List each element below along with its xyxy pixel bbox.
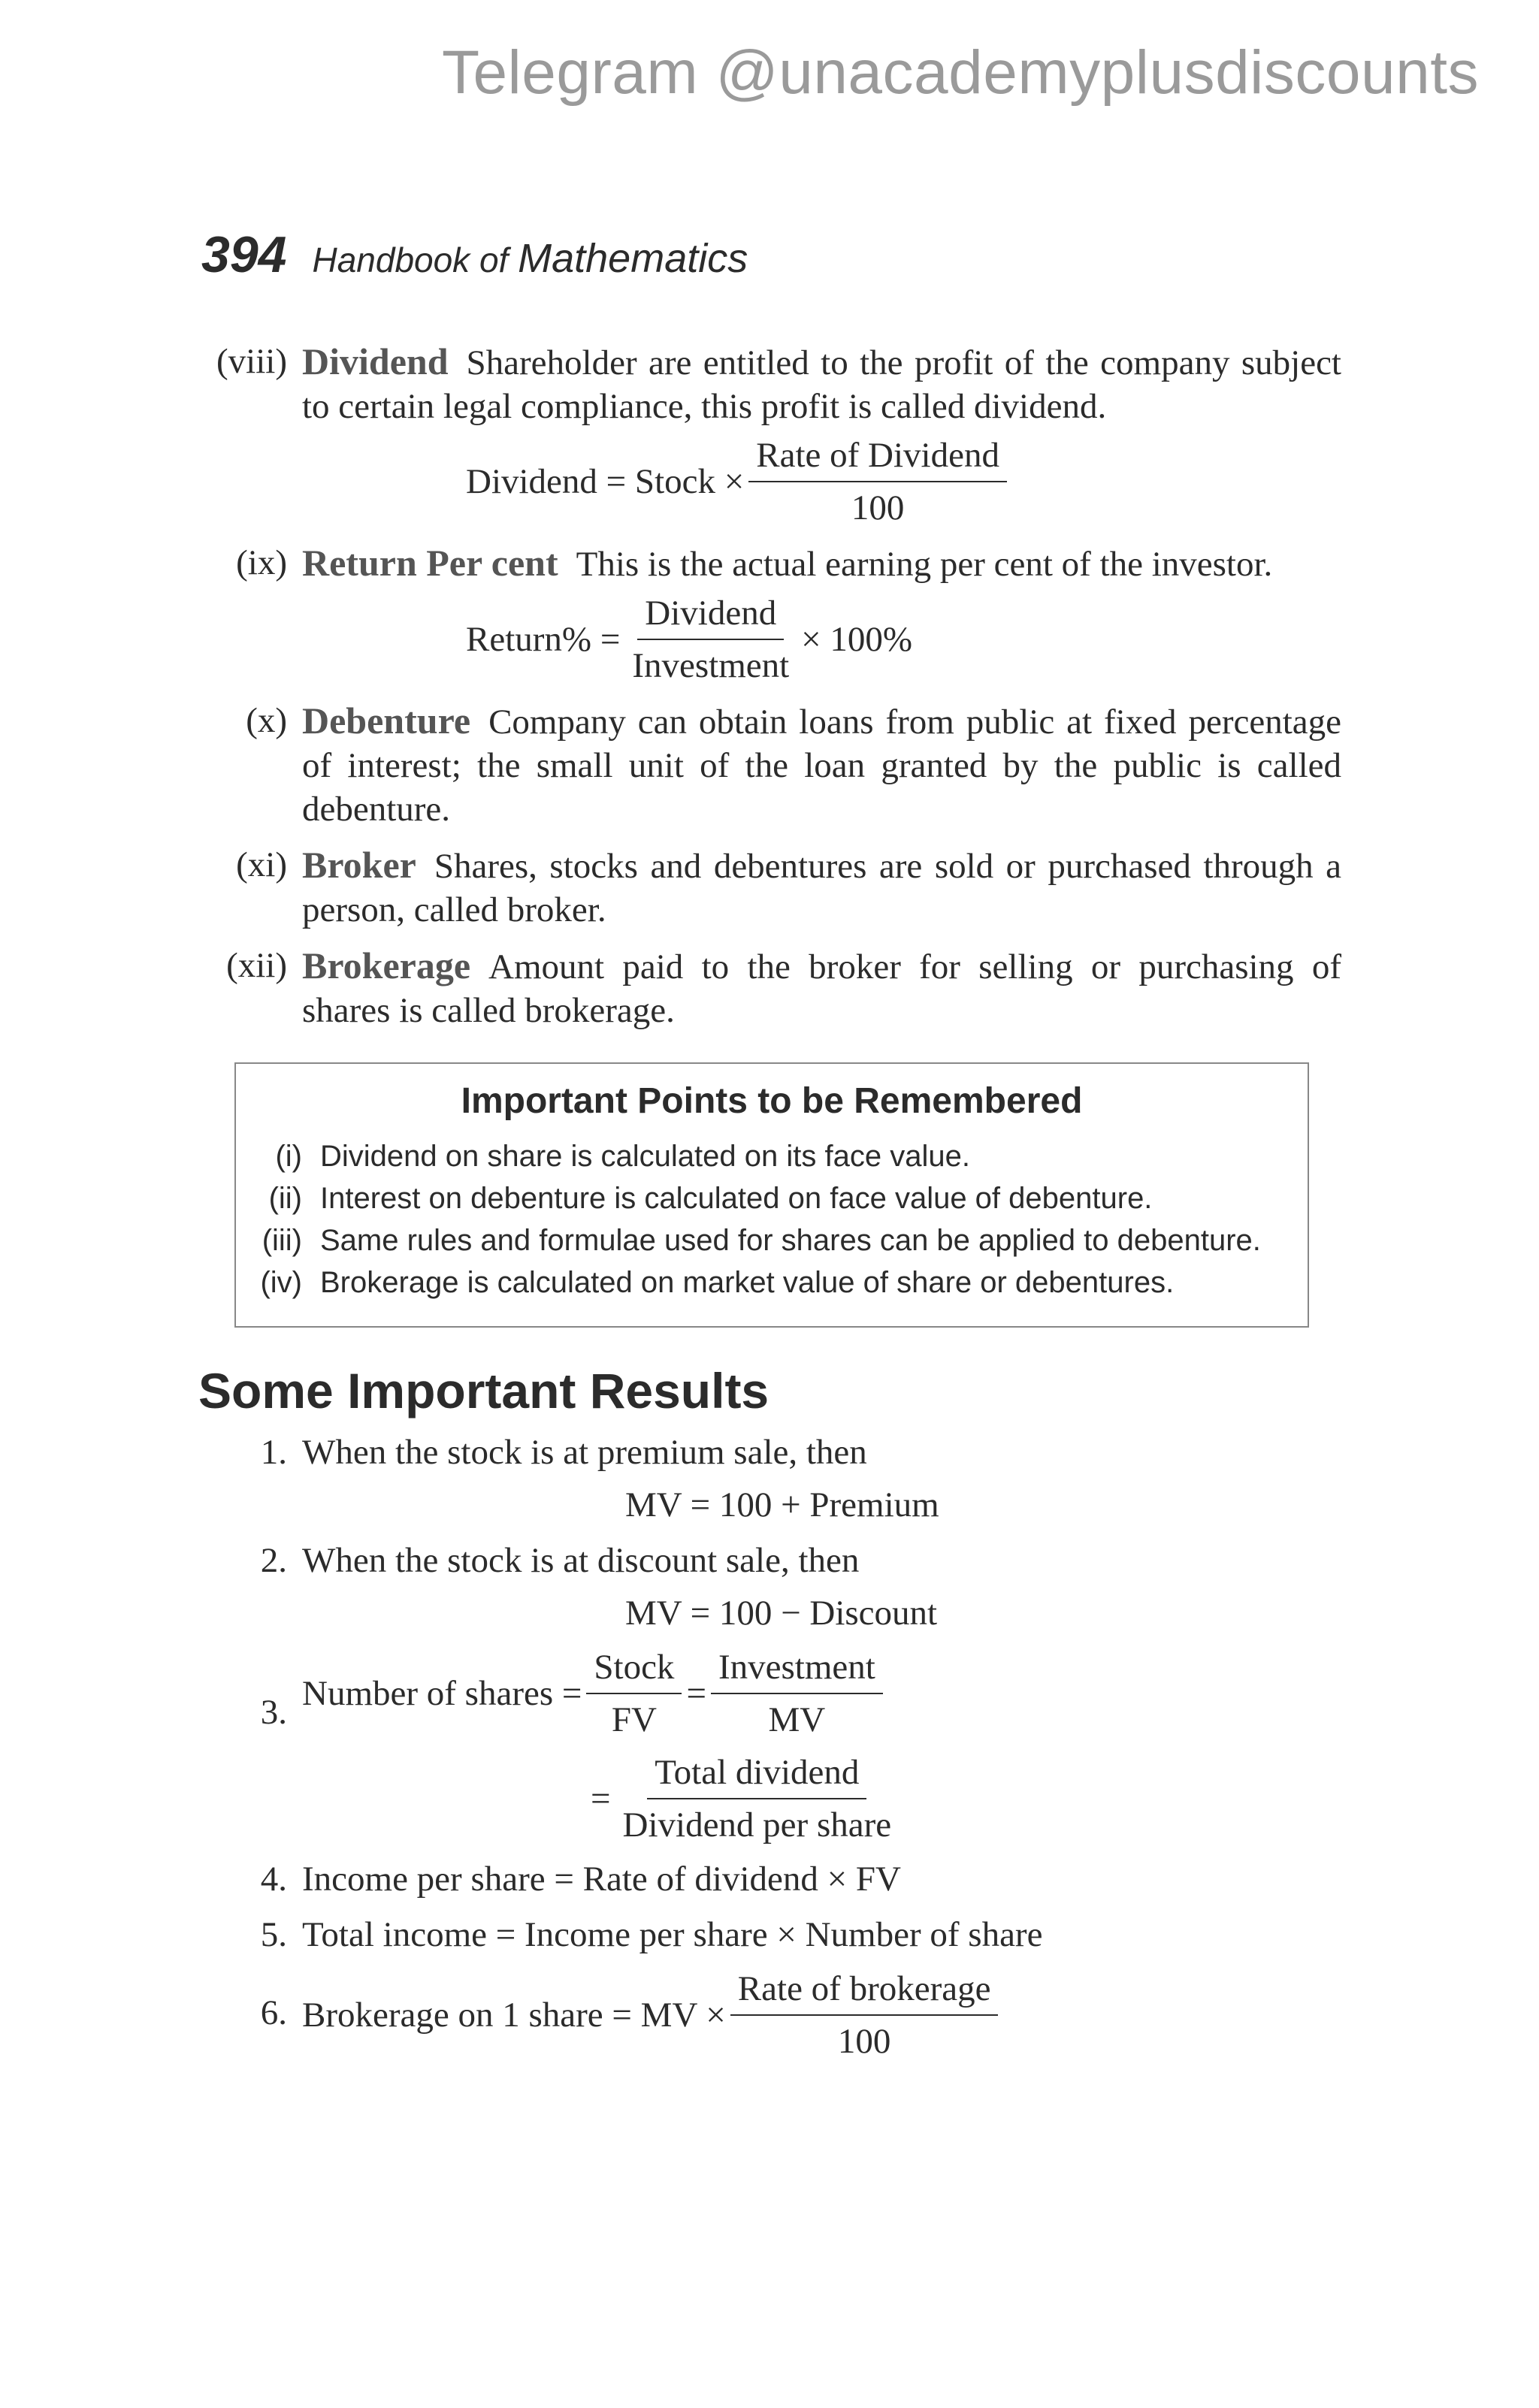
formula-fraction bbox=[624, 592, 797, 687]
fraction-denominator: 100 bbox=[851, 488, 905, 527]
result-item-2 bbox=[203, 1538, 1341, 1636]
running-title-main: Mathematics bbox=[518, 236, 748, 281]
formula-fraction bbox=[730, 1968, 999, 2062]
point-label: (iv) bbox=[260, 1266, 302, 1299]
definition-label: (xii) bbox=[226, 946, 287, 985]
result-item-1 bbox=[203, 1430, 1341, 1527]
number-of-shares-formula-cont bbox=[302, 1751, 1341, 1846]
page-content bbox=[198, 340, 1341, 2073]
result-body bbox=[302, 1430, 1341, 1527]
result-number: 5. bbox=[260, 1915, 287, 1954]
result-item-3 bbox=[203, 1646, 1341, 1846]
fraction-denominator: Dividend per share bbox=[622, 1805, 892, 1845]
definition-term: Debenture bbox=[302, 699, 471, 742]
definition-body bbox=[302, 340, 1341, 529]
important-points-box bbox=[234, 1062, 1309, 1328]
definition-body bbox=[302, 541, 1341, 687]
running-title bbox=[312, 235, 748, 282]
list-item bbox=[236, 1177, 1308, 1219]
list-item bbox=[236, 1135, 1308, 1177]
definition-body bbox=[302, 944, 1341, 1032]
formula-rhs: × 100% bbox=[801, 620, 913, 659]
point-text: Brokerage is calculated on market value of share or debentures. bbox=[320, 1266, 1175, 1299]
result-formula: MV = 100 + Premium bbox=[625, 1485, 939, 1524]
definition-label: (viii) bbox=[216, 342, 287, 381]
result-text: When the stock is at discount sale, then bbox=[302, 1541, 860, 1580]
result-number: 1. bbox=[260, 1433, 287, 1472]
fraction-denominator: FV bbox=[611, 1700, 657, 1739]
definition-label: (xi) bbox=[236, 845, 287, 884]
fraction-numerator: Stock bbox=[586, 1646, 682, 1694]
fraction-denominator: Investment bbox=[632, 646, 790, 685]
result-text: Income per share = Rate of dividend × FV bbox=[302, 1860, 901, 1899]
running-title-prefix: Handbook of bbox=[312, 240, 509, 279]
definition-term: Brokerage bbox=[302, 944, 471, 986]
formula-lhs: Return% = bbox=[466, 620, 621, 659]
fraction-numerator: Investment bbox=[711, 1646, 883, 1694]
formula-lhs: Number of shares = bbox=[302, 1674, 582, 1713]
result-number: 2. bbox=[260, 1541, 287, 1580]
definition-dividend bbox=[203, 340, 1341, 529]
definition-text: Amount paid to the broker for selling or purchasing of shares is called brokerage. bbox=[302, 947, 1341, 1030]
formula-equals: = bbox=[686, 1674, 706, 1713]
point-label: (i) bbox=[275, 1140, 302, 1173]
formula-fraction bbox=[586, 1646, 682, 1741]
page-header bbox=[201, 225, 748, 284]
definition-body bbox=[302, 699, 1341, 831]
point-text: Same rules and formulae used for shares can be applied to debenture. bbox=[320, 1224, 1261, 1257]
result-text: Total income = Income per share × Number of share bbox=[302, 1915, 1043, 1954]
fraction-numerator: Rate of Dividend bbox=[748, 434, 1007, 482]
number-of-shares-formula bbox=[302, 1646, 1341, 1741]
fraction-denominator: 100 bbox=[837, 2022, 891, 2061]
fraction-numerator: Rate of brokerage bbox=[730, 1968, 999, 2016]
result-number: 4. bbox=[260, 1860, 287, 1899]
formula-equals: = bbox=[591, 1779, 611, 1818]
list-item bbox=[236, 1261, 1308, 1304]
definition-body bbox=[302, 843, 1341, 932]
watermark-text: Telegram @unacademyplusdiscounts bbox=[441, 38, 1479, 107]
result-body bbox=[302, 1538, 1341, 1636]
formula-lhs: Dividend = Stock × bbox=[466, 462, 745, 501]
page-number: 394 bbox=[201, 226, 287, 283]
result-formula: MV = 100 − Discount bbox=[625, 1594, 938, 1633]
fraction-denominator: MV bbox=[768, 1700, 826, 1739]
result-item-6 bbox=[203, 1968, 1341, 2062]
section-heading: Some Important Results bbox=[198, 1363, 770, 1419]
definition-term: Return Per cent bbox=[302, 542, 558, 584]
fraction-numerator: Dividend bbox=[637, 592, 784, 640]
formula-fraction bbox=[711, 1646, 883, 1741]
fraction-numerator: Total dividend bbox=[647, 1751, 866, 1799]
definition-debenture bbox=[203, 699, 1341, 831]
definition-text: This is the actual earning per cent of the investor. bbox=[576, 545, 1273, 584]
result-body bbox=[302, 1968, 1341, 2062]
point-label: (iii) bbox=[262, 1224, 302, 1257]
points-box-title: Important Points to be Remembered bbox=[461, 1081, 1083, 1121]
definition-text: Shares, stocks and debentures are sold or purchased through a person, called broker. bbox=[302, 847, 1341, 929]
definition-label: (x) bbox=[246, 701, 287, 740]
definition-label: (ix) bbox=[236, 543, 287, 582]
result-item-4 bbox=[203, 1857, 1341, 1902]
return-formula bbox=[302, 592, 1341, 687]
formula-fraction bbox=[615, 1751, 900, 1846]
point-text: Interest on debenture is calculated on face value of debenture. bbox=[320, 1182, 1153, 1215]
formula-lhs: Brokerage on 1 share = MV × bbox=[302, 1996, 726, 2035]
definition-term: Broker bbox=[302, 844, 416, 886]
definition-text: Shareholder are entitled to the profit of the company subject to certain legal compliance, this profit is called dividend. bbox=[302, 343, 1341, 426]
result-body bbox=[302, 1646, 1341, 1846]
definition-term: Dividend bbox=[302, 340, 449, 382]
result-item-5 bbox=[203, 1912, 1341, 1957]
list-item bbox=[236, 1219, 1308, 1261]
result-text: When the stock is at premium sale, then bbox=[302, 1433, 867, 1472]
definition-return-per-cent bbox=[203, 541, 1341, 687]
definition-text: Company can obtain loans from public at fixed percentage of interest; the small unit of the loan granted by the public is called debenture. bbox=[302, 702, 1341, 829]
result-number: 6. bbox=[260, 1993, 287, 2032]
definition-broker bbox=[203, 843, 1341, 932]
dividend-formula bbox=[302, 434, 1341, 529]
point-label: (ii) bbox=[268, 1182, 302, 1215]
point-text: Dividend on share is calculated on its face value. bbox=[320, 1140, 970, 1173]
brokerage-formula bbox=[302, 1968, 1341, 2062]
result-number: 3. bbox=[260, 1693, 287, 1732]
definition-brokerage bbox=[203, 944, 1341, 1032]
formula-fraction bbox=[748, 434, 1007, 529]
